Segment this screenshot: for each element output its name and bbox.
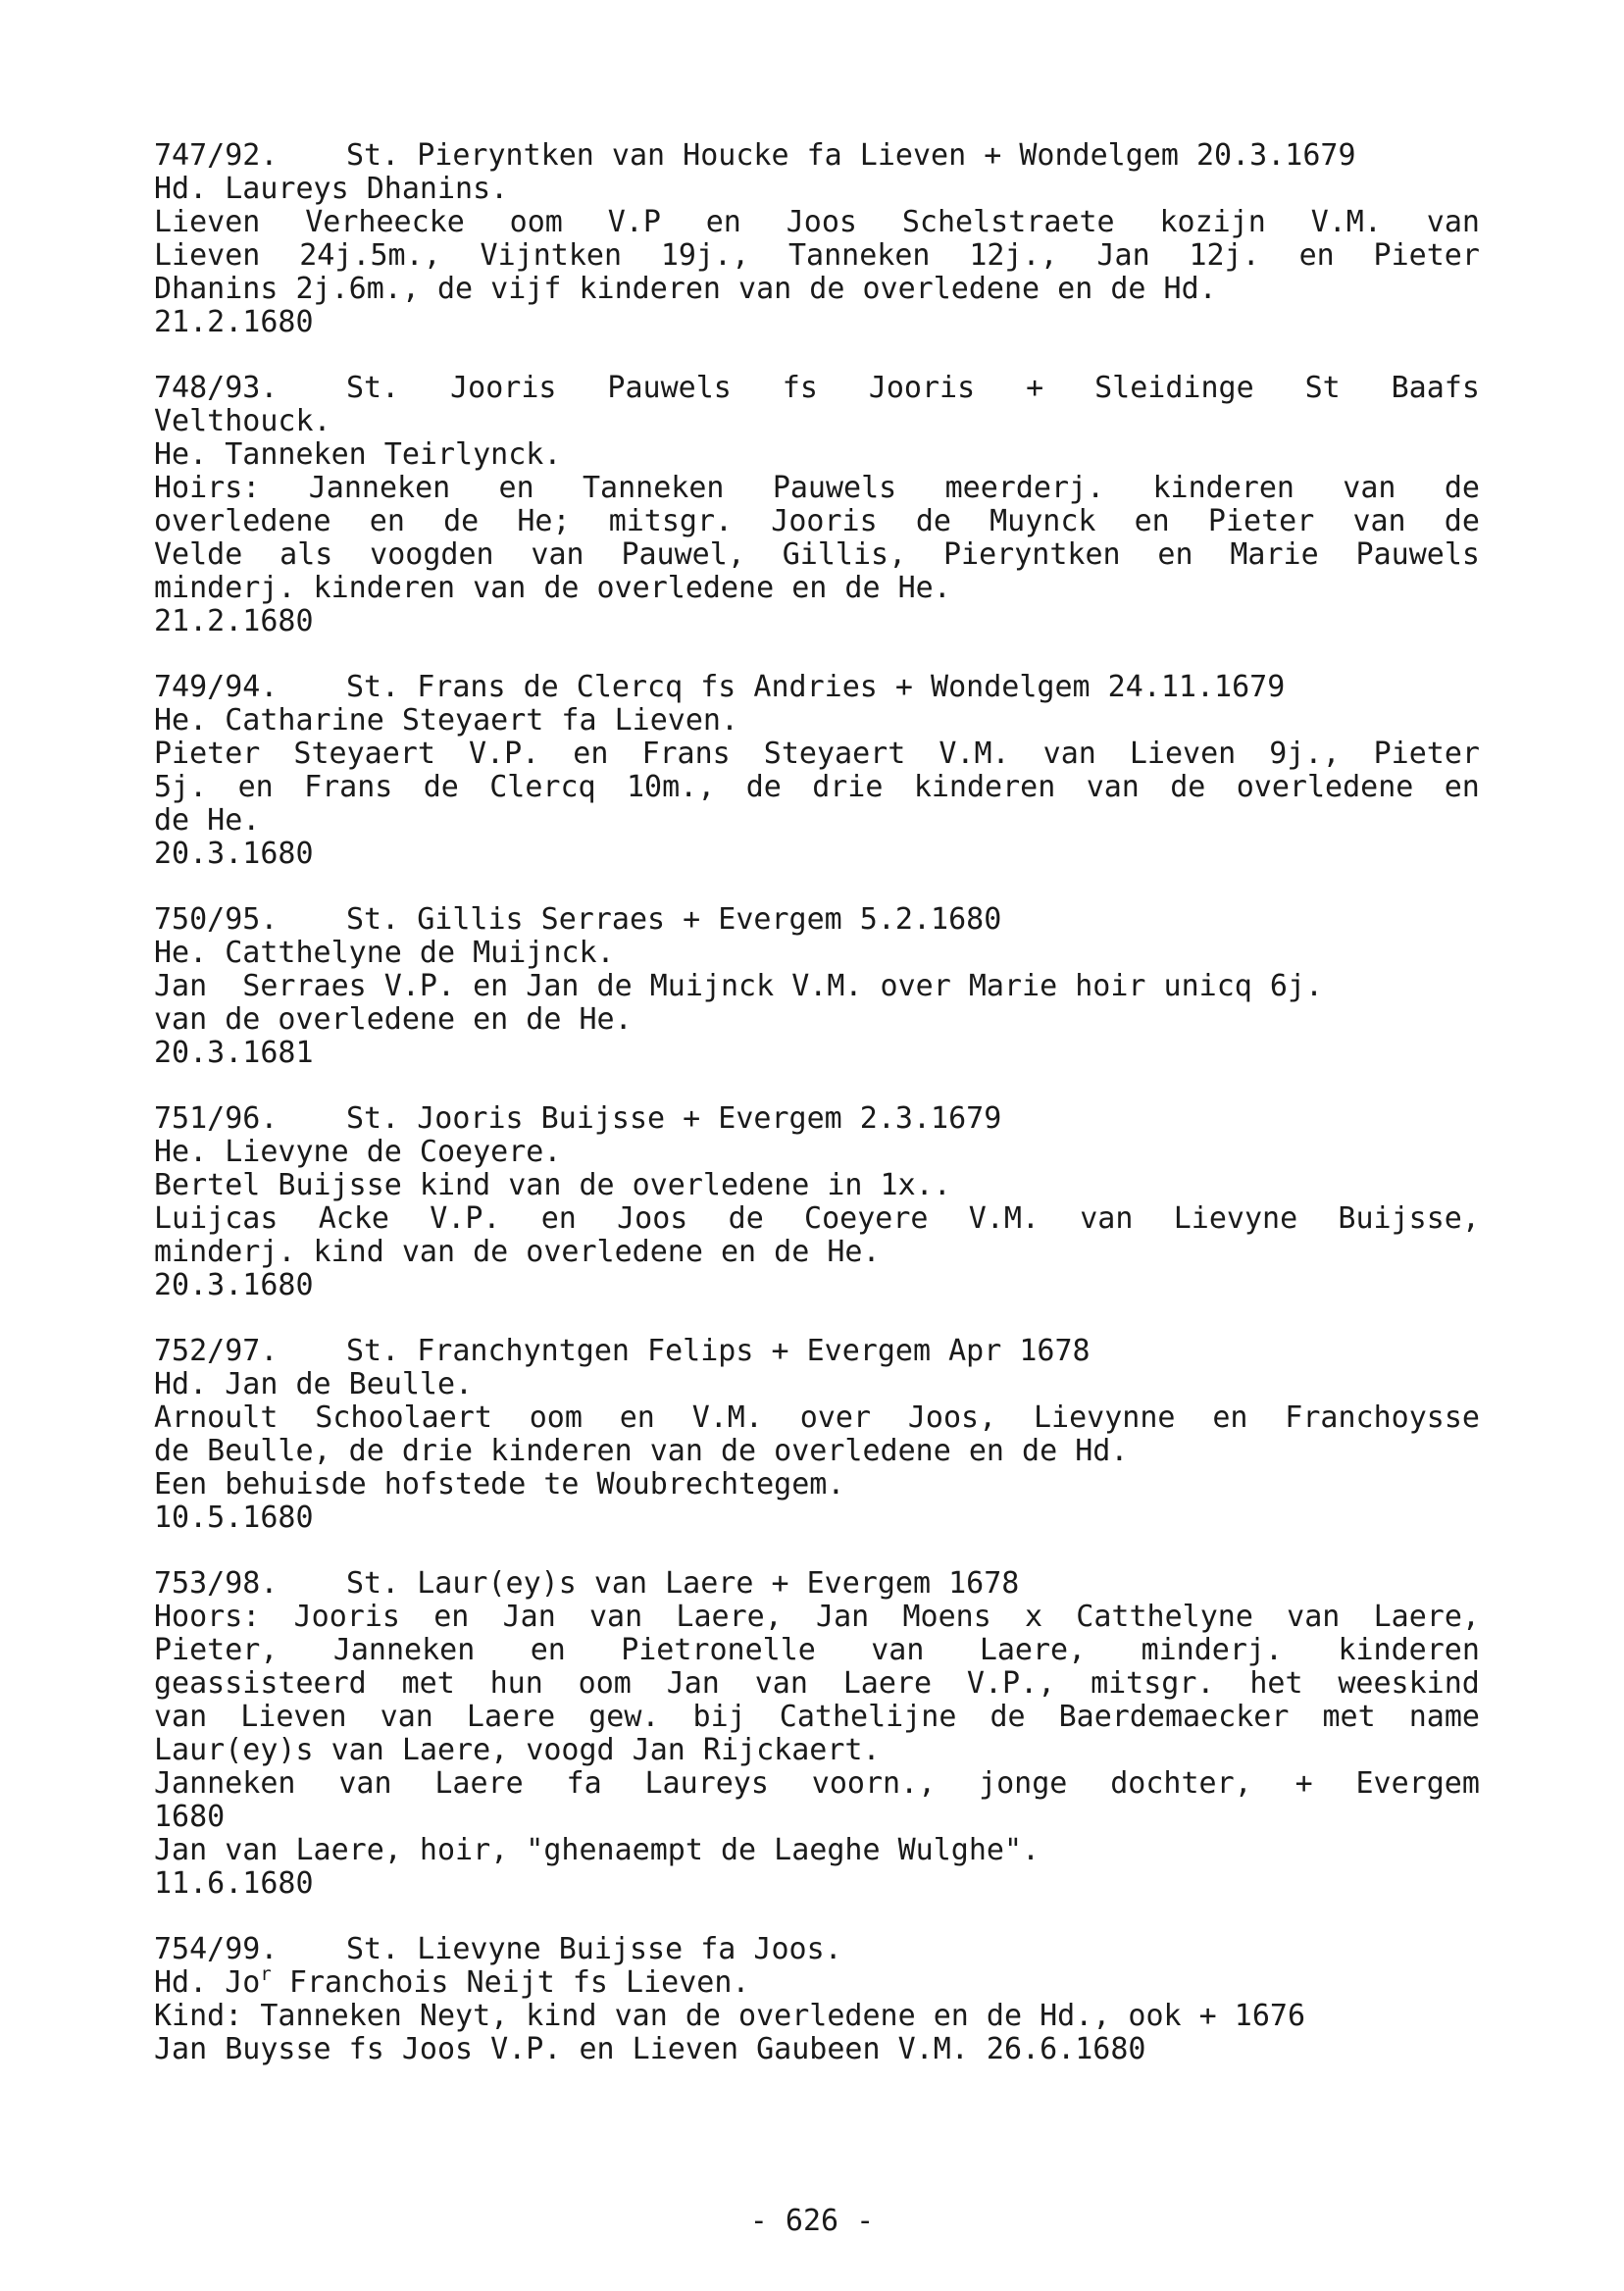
word: Baafs xyxy=(1391,371,1480,405)
entry-line: de Beulle, de drie kinderen van de overledene en de Hd. xyxy=(154,1434,1129,1468)
word: Laere xyxy=(434,1766,524,1801)
word: drie xyxy=(812,770,884,804)
word: Steyaert xyxy=(763,737,906,771)
word: Gillis, xyxy=(782,537,907,572)
word: Joos, xyxy=(907,1400,997,1435)
entry-line xyxy=(154,1701,1480,1734)
entry-748-93 xyxy=(154,372,1480,638)
word: van xyxy=(338,1766,392,1801)
word: hun xyxy=(489,1666,543,1701)
entry-752-97 xyxy=(154,1335,1480,1535)
entry-line: He. Lievyne de Coeyere. xyxy=(154,1135,562,1169)
word: Lievyne xyxy=(1173,1201,1298,1236)
entry-number: 752/97. xyxy=(154,1334,279,1368)
word: gew. xyxy=(588,1700,660,1734)
word: en xyxy=(433,1600,470,1634)
word: Laere xyxy=(466,1700,556,1734)
entry-list xyxy=(154,139,1480,2099)
husband-rest: Franchois Neijt fs Lieven. xyxy=(271,1965,750,2000)
word: over xyxy=(799,1400,872,1435)
entry-title xyxy=(154,1102,1480,1136)
word: Schoolaert xyxy=(315,1400,492,1435)
entry-title xyxy=(154,139,1480,173)
word: en xyxy=(540,1201,577,1236)
word: kinderen xyxy=(1152,471,1294,505)
word: Steyaert xyxy=(293,737,435,771)
entry-title xyxy=(154,671,1480,704)
entry-753-98 xyxy=(154,1567,1480,1901)
word: Vijntken xyxy=(480,238,623,273)
word: Franchoysse xyxy=(1285,1400,1480,1435)
word: V.M. xyxy=(1310,205,1382,239)
word: en xyxy=(705,205,741,239)
husband-prefix: Hd. Jo xyxy=(154,1965,261,2000)
entry-date: 21.2.1680 xyxy=(154,604,314,638)
word: Janneken xyxy=(308,471,451,505)
word: Janneken xyxy=(154,1766,296,1801)
entry-line: Een behuisde hofstede te Woubrechtegem. xyxy=(154,1467,845,1502)
entry-heading: St. Laur(ey)s van Laere + Evergem 1678 xyxy=(346,1566,1020,1601)
word: Lievynne xyxy=(1033,1400,1176,1435)
word: van xyxy=(1426,205,1480,239)
word: van xyxy=(1343,471,1396,505)
word: Lieven xyxy=(154,205,261,239)
word: Pieryntken xyxy=(942,537,1121,572)
word: He; xyxy=(517,504,571,538)
word: 10m., xyxy=(627,770,716,804)
word: Baerdemaecker xyxy=(1058,1700,1290,1734)
word: en xyxy=(1444,770,1480,804)
word: Coeyere xyxy=(804,1201,929,1236)
word: van xyxy=(1086,770,1140,804)
word: de xyxy=(745,770,782,804)
entry-751-96 xyxy=(154,1102,1480,1302)
word: en xyxy=(498,471,534,505)
word: kozijn xyxy=(1159,205,1266,239)
word: fa xyxy=(566,1766,602,1801)
word: V.M. xyxy=(968,1201,1040,1236)
entry-line: He. Tanneken Teirlynck. xyxy=(154,437,562,472)
entry-title xyxy=(154,1335,1480,1368)
entry-number: 754/99. xyxy=(154,1932,279,1966)
word: mitsgr. xyxy=(1091,1666,1215,1701)
word: Catthelyne xyxy=(1076,1600,1253,1634)
word: 12j., xyxy=(969,238,1058,273)
entry-line: He. Catharine Steyaert fa Lieven. xyxy=(154,703,739,738)
entry-heading: St. Frans de Clercq fs Andries + Wondelgem 24.11.1679 xyxy=(346,670,1286,704)
word: Pieter xyxy=(1373,737,1480,771)
word: van xyxy=(531,537,584,572)
entry-date: 20.3.1680 xyxy=(154,1268,314,1302)
entry-749-94 xyxy=(154,671,1480,871)
word: Pieter xyxy=(1207,504,1315,538)
entry-date: 11.6.1680 xyxy=(154,1866,314,1901)
word: en xyxy=(573,737,609,771)
word: Pauwel, xyxy=(621,537,745,572)
word: de xyxy=(443,504,480,538)
entry-line: Velthouck. xyxy=(154,404,331,438)
entry-heading: St. Franchyntgen Felips + Evergem Apr 1678 xyxy=(346,1334,1091,1368)
word: mitsgr. xyxy=(608,504,734,538)
word: Jan xyxy=(1096,238,1150,273)
word: Pieter xyxy=(154,737,261,771)
word: de xyxy=(990,1700,1026,1734)
word: de xyxy=(1170,770,1206,804)
entry-line: van de overledene en de He. xyxy=(154,1002,633,1037)
word: bij xyxy=(692,1700,746,1734)
entry-date: 10.5.1680 xyxy=(154,1501,314,1535)
word: minderj. xyxy=(1141,1633,1284,1667)
word: en xyxy=(1212,1400,1248,1435)
word: de xyxy=(1444,504,1480,538)
word: Verheecke xyxy=(305,205,465,239)
word: Tanneken xyxy=(788,238,931,273)
word: Clercq xyxy=(489,770,596,804)
entry-line xyxy=(154,1401,1480,1435)
entry-line: Laur(ey)s van Laere, voogd Jan Rijckaert. xyxy=(154,1733,881,1767)
entry-date: 21.2.1680 xyxy=(154,305,314,339)
word: Pieter, xyxy=(154,1633,279,1667)
word: Frans xyxy=(641,737,731,771)
word: en xyxy=(530,1633,566,1667)
word: van xyxy=(1080,1201,1134,1236)
entry-line xyxy=(154,1601,1480,1634)
word: Janneken xyxy=(332,1633,476,1667)
word: Laere, xyxy=(676,1600,783,1634)
word: en xyxy=(1134,504,1170,538)
word: dochter, xyxy=(1110,1766,1252,1801)
entry-line xyxy=(154,239,1480,273)
word: Lieven xyxy=(240,1700,347,1734)
word: kinderen xyxy=(1338,1633,1480,1667)
word: Buijsse, xyxy=(1338,1201,1480,1236)
entry-line xyxy=(154,538,1480,572)
word: Hoirs: xyxy=(154,471,261,505)
entry-line: Jan Buysse fs Joos V.P. en Lieven Gaubeen V.M. 26.6.1680 xyxy=(154,2032,1146,2066)
word: V.P xyxy=(607,205,661,239)
entry-number: 753/98. xyxy=(154,1566,279,1601)
entry-title xyxy=(154,1933,1480,1966)
word: het xyxy=(1249,1666,1303,1701)
word: oom xyxy=(529,1400,583,1435)
word: voogden xyxy=(370,537,494,572)
entry-line: Hd. Jan de Beulle. xyxy=(154,1367,474,1401)
word: Evergem xyxy=(1355,1766,1480,1801)
word: Joos xyxy=(617,1201,688,1236)
word: met xyxy=(1322,1700,1376,1734)
entry-line xyxy=(154,1667,1480,1701)
word: St. xyxy=(346,371,400,405)
word: Jan xyxy=(816,1600,870,1634)
word: Jooris xyxy=(450,371,557,405)
word: en xyxy=(369,504,405,538)
word: van xyxy=(154,1700,208,1734)
superscript: r xyxy=(260,1963,272,1985)
entry-heading: St. Gillis Serraes + Evergem 5.2.1680 xyxy=(346,902,1002,937)
entry-title xyxy=(154,372,1480,405)
entry-line xyxy=(154,771,1480,804)
word: overledene xyxy=(154,504,331,538)
entry-line: minderj. kinderen van de overledene en de He. xyxy=(154,571,951,605)
word: met xyxy=(401,1666,455,1701)
word: van xyxy=(754,1666,808,1701)
word: Schelstraete xyxy=(901,205,1115,239)
word: de xyxy=(728,1201,764,1236)
word: de xyxy=(1444,471,1480,505)
page-number: - 626 - xyxy=(749,2204,875,2238)
word: Pieter xyxy=(1373,238,1480,273)
entry-heading xyxy=(346,372,1480,405)
word: V.P., xyxy=(966,1666,1056,1701)
word: Pietronelle xyxy=(621,1633,816,1667)
word: Acke xyxy=(318,1201,389,1236)
word: de xyxy=(423,770,459,804)
word: name xyxy=(1408,1700,1480,1734)
word: van xyxy=(871,1633,925,1667)
entry-number: 750/95. xyxy=(154,902,279,937)
word: St xyxy=(1304,371,1341,405)
word: x xyxy=(1025,1600,1043,1634)
word: van xyxy=(1042,737,1096,771)
word: overledene xyxy=(1236,770,1414,804)
word: Moens xyxy=(902,1600,991,1634)
word: van xyxy=(1352,504,1406,538)
entry-line: minderj. kind van de overledene en de He. xyxy=(154,1235,881,1269)
word: als xyxy=(279,537,333,572)
word: van xyxy=(589,1600,643,1634)
word: Laere, xyxy=(1373,1600,1480,1634)
word: meerderj. xyxy=(944,471,1105,505)
word: Pauwels xyxy=(1355,537,1480,572)
word: + xyxy=(1026,371,1044,405)
entry-line xyxy=(154,1767,1480,1801)
word: 24j.5m., xyxy=(299,238,441,273)
entry-number: 747/92. xyxy=(154,138,279,173)
entry-line: Dhanins 2j.6m., de vijf kinderen van de overledene en de Hd. xyxy=(154,272,1217,306)
word: Luijcas xyxy=(154,1201,279,1236)
word: Jan xyxy=(502,1600,556,1634)
word: Marie xyxy=(1230,537,1319,572)
entry-line: Hd. Laureys Dhanins. xyxy=(154,172,509,206)
entry-line-husband xyxy=(154,1963,1480,2000)
word: 12j. xyxy=(1189,238,1260,273)
word: en xyxy=(1298,238,1335,273)
word: Frans xyxy=(304,770,393,804)
entry-750-95 xyxy=(154,903,1480,1070)
entry-line xyxy=(154,1634,1480,1667)
word: Laureys xyxy=(644,1766,769,1801)
entry-number: 751/96. xyxy=(154,1101,279,1136)
word: kinderen xyxy=(913,770,1056,804)
word: van xyxy=(380,1700,433,1734)
word: Lieven xyxy=(1129,737,1237,771)
word: jonge xyxy=(979,1766,1068,1801)
word: weeskind xyxy=(1338,1666,1480,1701)
word: V.P. xyxy=(430,1201,501,1236)
word: oom xyxy=(578,1666,632,1701)
word: 5j. xyxy=(154,770,208,804)
word: Jooris xyxy=(868,371,976,405)
entry-line xyxy=(154,472,1480,505)
word: en xyxy=(1157,537,1193,572)
entry-line: Bertel Buijsse kind van de overledene in 1x.. xyxy=(154,1168,951,1202)
entry-title xyxy=(154,1567,1480,1601)
word: Pauwels xyxy=(607,371,732,405)
word: V.M. xyxy=(939,737,1010,771)
word: geassisteerd xyxy=(154,1666,367,1701)
word: Jan xyxy=(666,1666,720,1701)
word: Laere, xyxy=(979,1633,1087,1667)
word: Lieven xyxy=(154,238,261,273)
word: V.P. xyxy=(468,737,540,771)
entry-line: Jan Serraes V.P. en Jan de Muijnck V.M. over Marie hoir unicq 6j. xyxy=(154,969,1324,1003)
entry-date: 20.3.1681 xyxy=(154,1036,314,1070)
entry-line xyxy=(154,738,1480,771)
word: Velde xyxy=(154,537,243,572)
word: Arnoult xyxy=(154,1400,279,1435)
word: Tanneken xyxy=(582,471,725,505)
word: voorn., xyxy=(811,1766,937,1801)
word: 9j., xyxy=(1269,737,1341,771)
entry-line: 1680 xyxy=(154,1800,226,1834)
word: Pauwels xyxy=(772,471,897,505)
entry-line: Kind: Tanneken Neyt, kind van de overledene en de Hd., ook + 1676 xyxy=(154,1999,1305,2033)
word: Jooris xyxy=(771,504,878,538)
word: + xyxy=(1294,1766,1313,1801)
entry-heading: St. Lievyne Buijsse fa Joos. xyxy=(346,1932,842,1966)
entry-line xyxy=(154,1202,1480,1236)
entry-heading: St. Pieryntken van Houcke fa Lieven + Wondelgem 20.3.1679 xyxy=(346,138,1356,173)
entry-line xyxy=(154,206,1480,239)
entry-747-92 xyxy=(154,139,1480,339)
word: Cathelijne xyxy=(779,1700,957,1734)
word: Laere xyxy=(842,1666,933,1701)
entry-number: 748/93. xyxy=(154,371,279,405)
word: oom xyxy=(509,205,563,239)
word: en xyxy=(619,1400,655,1435)
entry-754-99 xyxy=(154,1933,1480,2066)
entry-number: 749/94. xyxy=(154,670,279,704)
entry-line xyxy=(154,505,1480,538)
word: Joos xyxy=(786,205,857,239)
word: V.M. xyxy=(691,1400,763,1435)
entry-line: de He. xyxy=(154,803,261,838)
word: 19j., xyxy=(660,238,750,273)
entry-heading: St. Jooris Buijsse + Evergem 2.3.1679 xyxy=(346,1101,1002,1136)
word: en xyxy=(237,770,274,804)
entry-line: He. Catthelyne de Muijnck. xyxy=(154,936,615,970)
entry-date: 20.3.1680 xyxy=(154,837,314,871)
word: Jooris xyxy=(293,1600,400,1634)
entry-line: Jan van Laere, hoir, "ghenaempt de Laeghe Wulghe". xyxy=(154,1833,1040,1867)
word: Hoors: xyxy=(154,1600,261,1634)
word: fs xyxy=(782,371,818,405)
word: van xyxy=(1287,1600,1341,1634)
word: Sleidinge xyxy=(1094,371,1254,405)
word: de xyxy=(915,504,951,538)
word: Muynck xyxy=(990,504,1096,538)
entry-title xyxy=(154,903,1480,937)
